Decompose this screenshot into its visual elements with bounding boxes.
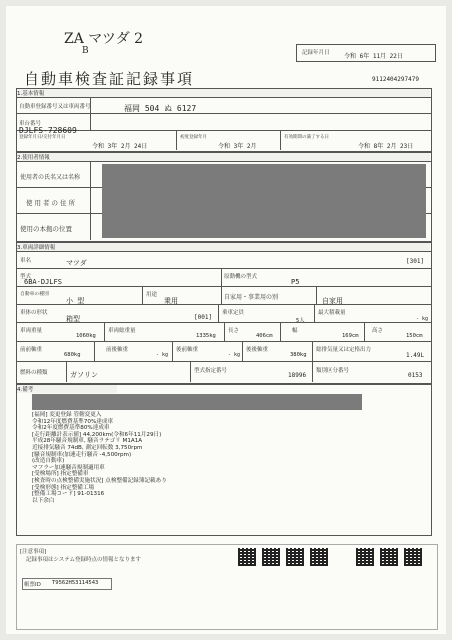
category-value: 0153	[408, 372, 423, 379]
engine-label: 原動機の型式	[224, 274, 258, 280]
section1-header: 1.基本情報	[17, 89, 430, 97]
reg-number-label: 自動車登録番号又は車両番号	[19, 104, 91, 110]
type-no-value: 18996	[288, 372, 307, 379]
maxload-label: 最大積載量	[318, 310, 346, 316]
qr-code-6	[380, 548, 398, 566]
qr-code-5	[356, 548, 374, 566]
fuel-label: 燃料の種類	[20, 370, 48, 376]
qr-code-7	[404, 548, 422, 566]
category-label: 類別区分番号	[316, 368, 350, 374]
remark-line: 近接排気騒音 74dB, 測定回転数 3,750rpm	[32, 445, 143, 451]
document-title: 自動車検査証記録事項	[24, 70, 195, 88]
chassis-label: 車台番号	[19, 121, 42, 127]
handwritten-note: ZA マツダ 2	[64, 31, 144, 47]
remark-line: [騒音規制車(加速走行騒音 -4,500rpm)	[32, 451, 132, 458]
first-reg-value: 令和 3年 2月 24日	[92, 143, 148, 150]
axle-rf-label: 後前軸重	[176, 347, 199, 353]
axle-fr-label: 前後軸重	[106, 347, 129, 353]
purpose-value: 自家用	[322, 297, 343, 305]
redacted-user-info	[102, 164, 426, 238]
qr-code-1	[238, 548, 256, 566]
record-date-label: 記録年月日	[302, 50, 330, 56]
weight-label: 車両重量	[20, 328, 43, 334]
gross-value: 1335kg	[196, 333, 216, 339]
fuel-value: ガソリン	[70, 371, 98, 379]
use-value: 乗用	[164, 297, 178, 305]
record-date-value: 令和 6年 11月 22日	[344, 53, 403, 60]
displacement-label: 総排気量又は定格出力	[316, 347, 372, 353]
remark-line: 令和12年度燃費基準70%達成車	[32, 418, 114, 425]
remark-line: マフラー加速騒音規制適用車	[32, 464, 105, 471]
maxload-value: - kg	[416, 316, 429, 322]
shape-code: [001]	[194, 314, 213, 321]
axle-fr-value: - kg	[156, 352, 169, 358]
height-value: 150cm	[406, 333, 423, 339]
expiry-label: 有効期間の満了する日	[284, 135, 329, 140]
length-value: 406cm	[256, 333, 273, 339]
qr-code-4	[310, 548, 328, 566]
qr-code-2	[262, 548, 280, 566]
shape-label: 車体の形状	[20, 310, 48, 316]
remark-line: [福岡] 変更登録 管轄変更入	[32, 412, 102, 418]
form-id-value: T9562H53114543	[52, 580, 99, 586]
first-year-value: 令和 3年 2月	[218, 143, 257, 150]
axle-rr-label: 後後軸重	[246, 347, 269, 353]
section2-header: 2.使用者情報	[17, 153, 430, 161]
displacement-value: 1.49L	[406, 352, 425, 359]
width-label: 幅	[292, 328, 298, 334]
expiry-value: 令和 8年 2月 23日	[358, 143, 414, 150]
remark-line: [受検場所] 指定整備車	[32, 471, 89, 478]
length-label: 長さ	[228, 328, 240, 334]
engine-value: P5	[291, 278, 300, 286]
first-year-label: 初度登録年月	[180, 135, 207, 140]
remark-line: [検査時の点検整備実施状況] 点検整備記録簿記載あり	[32, 478, 167, 484]
notice-label: [注意事項]	[20, 549, 47, 555]
section3-header: 3.車両詳細情報	[17, 243, 430, 251]
gross-label: 車両総重量	[108, 328, 136, 334]
model-value: 6BA-DJLFS	[24, 278, 62, 286]
shape-value: 箱型	[66, 315, 80, 323]
handwritten-letter: B	[82, 46, 89, 56]
kind-label: 自動車の種別	[20, 292, 49, 297]
kind-value: 小 型	[66, 297, 85, 305]
remark-line: [受検形態] 指定整備工場	[32, 484, 95, 491]
axle-rr-value: 380kg	[290, 352, 307, 358]
height-label: 高さ	[372, 328, 384, 334]
axle-ff-label: 前前軸重	[20, 347, 43, 353]
certificate-page	[6, 6, 446, 634]
use-label: 用途	[146, 292, 158, 298]
section4-header: 4.備考	[17, 385, 117, 393]
user-address-label: 使用者の住所	[26, 199, 77, 207]
remark-line: 以下余白	[32, 497, 55, 504]
document-number: 9112404297479	[372, 76, 419, 83]
notice-text: 記録事項はシステム登録時点の情報となります	[26, 557, 141, 563]
maker-value: マツダ	[66, 259, 87, 267]
model-label: 型式	[20, 274, 32, 280]
remark-line: 令和2年度燃費基準80%達成車	[32, 425, 110, 432]
first-reg-label: 登録年月日/交付年月日	[19, 135, 66, 140]
reg-number-value: 福岡 504 ぬ 6127	[124, 104, 197, 113]
redacted-remarks	[32, 394, 362, 410]
maker-code: [301]	[406, 258, 425, 265]
type-no-label: 型式指定番号	[194, 368, 228, 374]
base-location-label: 使用の本拠の位置	[20, 225, 72, 233]
width-value: 169cm	[342, 333, 359, 339]
axle-ff-value: 680kg	[64, 352, 81, 358]
capacity-label: 乗車定員	[222, 310, 245, 316]
maker-label: 車名	[20, 258, 32, 264]
capacity-value: 5人	[296, 318, 305, 324]
remark-line: 平成28年騒音規制車, 騒音ラテゴリ M1A1A	[32, 438, 143, 445]
chassis-value: DJLFS-728609	[19, 126, 77, 135]
purpose-label: 自家用・事業用の別	[224, 294, 279, 301]
weight-value: 1060kg	[76, 333, 96, 339]
axle-rf-value: - kg	[228, 352, 241, 358]
qr-code-3	[286, 548, 304, 566]
remark-line: [整備工場コード] 91-01316	[32, 491, 105, 498]
user-name-label: 使用者の氏名又は名称	[20, 174, 81, 181]
form-id-label: 帳票ID	[24, 582, 41, 588]
remark-line: [走行距離計表示値] 44,200km(令和6年11月29日)	[32, 431, 162, 438]
remark-line: (改造自動車)	[32, 458, 65, 465]
